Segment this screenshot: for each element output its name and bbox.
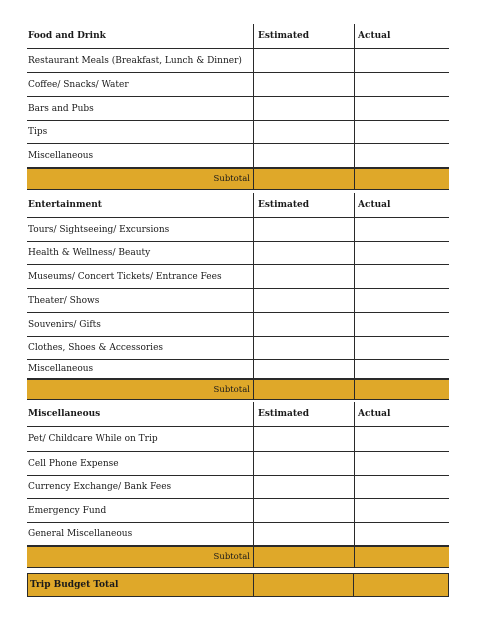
row-label: Coffee/ Snacks/ Water — [28, 79, 129, 90]
estimated-cell[interactable] — [253, 144, 354, 167]
estimated-header: Estimated — [253, 402, 354, 426]
estimated-subtotal-cell[interactable] — [253, 380, 354, 399]
subtotal-row — [27, 379, 449, 400]
table-row — [27, 476, 449, 499]
row-label: General Miscellaneous — [28, 529, 133, 539]
row-label: Emergency Fund — [28, 505, 107, 516]
actual-header: Actual — [354, 24, 449, 48]
estimated-subtotal-cell[interactable] — [253, 547, 354, 567]
actual-cell[interactable] — [354, 360, 449, 378]
subtotal-label: Subtotal — [213, 552, 250, 562]
estimated-cell[interactable] — [253, 289, 354, 312]
actual-header: Actual — [354, 402, 449, 426]
estimated-cell[interactable] — [253, 121, 354, 143]
table-row — [27, 337, 449, 360]
subtotal-label: Subtotal — [213, 384, 250, 395]
row-label: Miscellaneous — [28, 364, 94, 374]
row-label: Bars and Pubs — [28, 103, 94, 114]
section-header-entertainment — [27, 193, 449, 218]
section-header-miscellaneous — [27, 402, 449, 427]
row-label: Health & Wellness/ Beauty — [28, 248, 151, 258]
estimated-cell[interactable] — [253, 476, 354, 498]
estimated-cell[interactable] — [253, 242, 354, 264]
row-label: Clothes, Shoes & Accessories — [28, 343, 164, 353]
estimated-total-cell[interactable] — [253, 574, 354, 596]
actual-subtotal-cell[interactable] — [354, 547, 449, 567]
subtotal-label: Subtotal — [213, 174, 250, 184]
estimated-cell[interactable] — [253, 73, 354, 96]
table-row — [27, 427, 449, 452]
table-row — [27, 452, 449, 476]
actual-cell[interactable] — [354, 313, 449, 336]
row-label: Pet/ Childcare While on Trip — [28, 434, 158, 444]
table-row — [27, 289, 449, 313]
row-label: Souvenirs/ Gifts — [28, 319, 101, 330]
table-row — [27, 242, 449, 265]
estimated-subtotal-cell[interactable] — [253, 169, 354, 189]
section-title: Entertainment — [28, 200, 102, 210]
table-row — [27, 523, 449, 546]
actual-cell[interactable] — [354, 289, 449, 312]
actual-cell[interactable] — [354, 49, 449, 72]
actual-cell[interactable] — [354, 218, 449, 241]
estimated-cell[interactable] — [253, 427, 354, 451]
actual-cell[interactable] — [354, 144, 449, 167]
estimated-header: Estimated — [253, 193, 354, 217]
estimated-cell[interactable] — [253, 265, 354, 288]
table-row — [27, 313, 449, 337]
table-row — [27, 73, 449, 97]
row-label: Restaurant Meals (Breakfast, Lunch & Dinner) — [28, 55, 242, 66]
table-row — [27, 121, 449, 144]
actual-subtotal-cell[interactable] — [354, 380, 449, 399]
estimated-cell[interactable] — [253, 499, 354, 522]
estimated-cell[interactable] — [253, 360, 354, 378]
section-title: Miscellaneous — [28, 409, 101, 419]
table-row — [27, 360, 449, 379]
estimated-cell[interactable] — [253, 218, 354, 241]
estimated-cell[interactable] — [253, 452, 354, 475]
actual-cell[interactable] — [354, 523, 449, 545]
actual-cell[interactable] — [354, 476, 449, 498]
subtotal-row — [27, 546, 449, 568]
estimated-cell[interactable] — [253, 313, 354, 336]
row-label: Theater/ Shows — [28, 295, 100, 306]
row-label: Tips — [28, 127, 48, 137]
actual-header: Actual — [354, 193, 449, 217]
table-row — [27, 144, 449, 168]
actual-cell[interactable] — [354, 121, 449, 143]
actual-total-cell[interactable] — [353, 574, 448, 596]
actual-cell[interactable] — [354, 242, 449, 264]
actual-cell[interactable] — [354, 427, 449, 451]
subtotal-row — [27, 168, 449, 190]
trip-budget-total-label: Trip Budget Total — [30, 580, 119, 590]
row-label: Cell Phone Expense — [28, 458, 119, 469]
row-label: Miscellaneous — [28, 150, 94, 161]
estimated-header: Estimated — [253, 24, 354, 48]
actual-cell[interactable] — [354, 265, 449, 288]
section-header-food — [27, 24, 449, 49]
actual-cell[interactable] — [354, 337, 449, 359]
trip-budget-total-row — [27, 573, 449, 597]
actual-cell[interactable] — [354, 499, 449, 522]
row-label: Currency Exchange/ Bank Fees — [28, 482, 172, 492]
table-row — [27, 499, 449, 523]
estimated-cell[interactable] — [253, 337, 354, 359]
actual-cell[interactable] — [354, 97, 449, 120]
table-row — [27, 49, 449, 73]
table-row — [27, 218, 449, 242]
estimated-cell[interactable] — [253, 49, 354, 72]
table-row — [27, 265, 449, 289]
section-title: Food and Drink — [28, 31, 106, 41]
actual-cell[interactable] — [354, 73, 449, 96]
row-label: Tours/ Sightseeing/ Excursions — [28, 224, 170, 235]
estimated-cell[interactable] — [253, 97, 354, 120]
actual-subtotal-cell[interactable] — [354, 169, 449, 189]
actual-cell[interactable] — [354, 452, 449, 475]
table-row — [27, 97, 449, 121]
estimated-cell[interactable] — [253, 523, 354, 545]
row-label: Museums/ Concert Tickets/ Entrance Fees — [28, 271, 222, 282]
